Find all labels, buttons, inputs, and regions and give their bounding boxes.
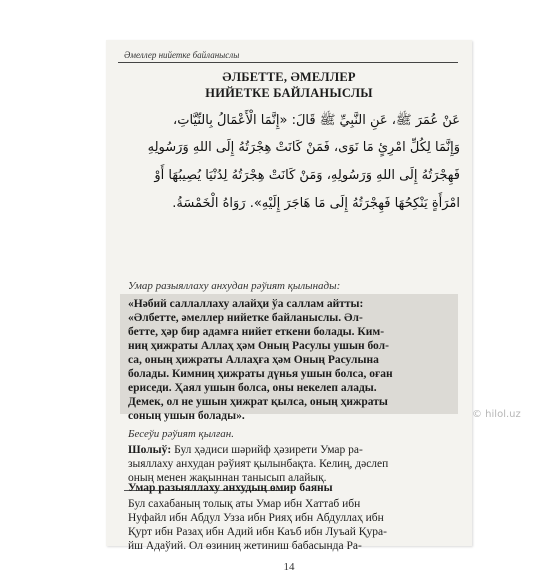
narration-line: Умар разыяллаху анхудан рәўият қылынады: [128, 280, 341, 292]
commentary-line-1 [128, 444, 458, 456]
header-rule [118, 62, 458, 63]
book-page [106, 40, 472, 573]
running-head: Әмеллер нийетке байланыслы [124, 50, 240, 60]
arabic-text-line-4: امْرَأَةٍ يَنْكِحُهَا فَهِجْرَتُهُ إِلَى مَا هَاجَرَ إِلَيْهِ». رَوَاهُ الْخَمْسَةُ. [172, 196, 460, 211]
commentary-text-1: Бул ҳәдиси шәрийф ҳәзирети Умар ра- [174, 444, 363, 456]
site-watermark: © hilol.uz [472, 409, 521, 420]
commentary-label: Шолыў: [128, 444, 172, 456]
hadith-line-2: «Әлбетте, әмеллер нийетке байланыслы. Әл- [128, 312, 363, 324]
source-note: Бесеўи рәўият қылған. [128, 428, 234, 440]
biography-line-1: Бул сахабаның толық аты Умар ибн Хаттаб ибн [128, 498, 361, 510]
page-number: 14 [283, 561, 295, 573]
hadith-line-3: бетте, ҳәр бир адамға нийет еткени болады. Ким- [128, 326, 385, 338]
biography-line-2: Нуфайл ибн Абдул Узза ибн Рияҳ ибн Абдуллаҳ ибн [128, 512, 384, 524]
hadith-line-6: болады. Кимниң ҳижраты дүнья ушын болса, оған [128, 368, 393, 380]
hadith-line-9: соның ушын болады». [128, 410, 245, 422]
hadith-line-1: «Нәбий саллаллаху алайҳи ўа саллам айтты: [128, 298, 364, 310]
arabic-text-line-1: عَنْ عُمَرَ ﷺ، عَنِ النَّبِيِّ ﷺ قَالَ: «إِنَّمَا الْأَعْمَالُ بِالنِّيَّاتِ، [173, 113, 460, 128]
hadith-line-4: ниң ҳижраты Аллаҳ ҳәм Оның Расулы ушын бол- [128, 340, 389, 352]
commentary-line-2: зыяллаху анхудан рәўият қылынбақта. Келиң, дәслеп [128, 458, 389, 470]
hadith-line-8: Демек, ол не ушын ҳижрат қылса, оның ҳижраты [128, 396, 388, 408]
chapter-title-line-1: ӘЛБЕТТЕ, ӘМЕЛЛЕР [222, 70, 356, 84]
commentary-line-3: оның менен жақыннан танысып алайық. [128, 472, 327, 484]
section-heading: Умар разыяллаху анхудың өмир баяны [128, 482, 333, 494]
biography-line-3: Қурт ибн Разаҳ ибн Адий ибн Каъб ибн Луъай Қура- [128, 526, 387, 538]
arabic-text-line-3: فَهِجْرَتُهُ إِلَى اللهِ وَرَسُولِهِ، وَمَنْ كَانَتْ هِجْرَتُهُ لِدُنْيَا يُصِيبُهَا أَوْ [154, 168, 460, 183]
arabic-text-line-2: وَإِنَّمَا لِكُلِّ امْرِئٍ مَا نَوَى، فَمَنْ كَانَتْ هِجْرَتُهُ إِلَى اللهِ وَرَسُولِهِ [147, 140, 460, 155]
hadith-line-7: ериседи. Ҳаял ушын болса, оны некелеп алады. [128, 382, 377, 394]
biography-line-4: йш Адаўий. Ол өзиниң жетиниш бабасында Ра- [128, 540, 362, 552]
hadith-line-5: са, оның ҳижраты Аллаҳға ҳәм Оның Расулына [128, 354, 379, 366]
chapter-title-line-2: НИЙЕТКЕ БАЙЛАНЫСЛЫ [205, 86, 373, 100]
